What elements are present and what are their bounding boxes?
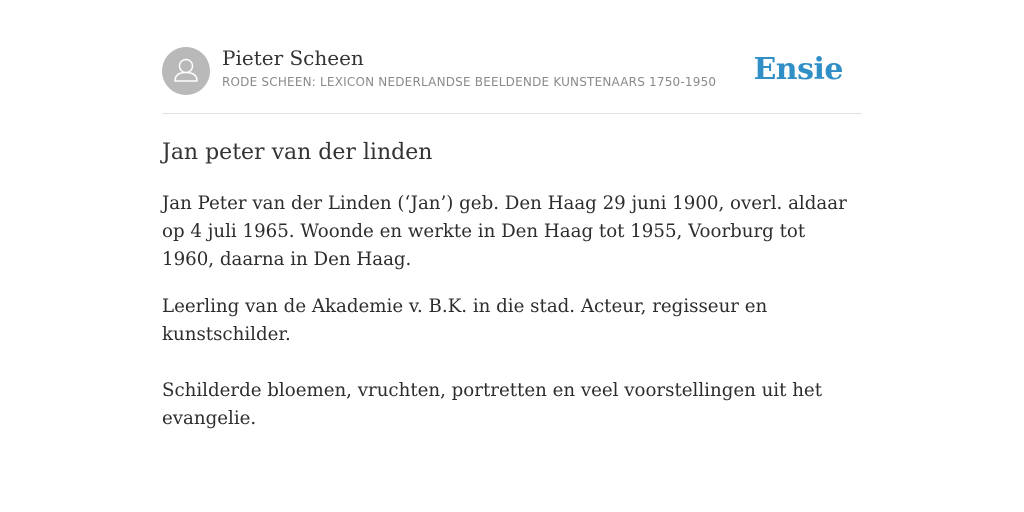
header-divider [162,113,862,114]
paragraph: Jan Peter van der Linden (‘Jan’) geb. Den Haag 29 juni 1900, overl. aldaar op 4 juli 1965. Woonde en werkte in Den Haag tot 1955, Voorburg tot 1960, daarna in Den Haag. [162,193,847,270]
brand-logo[interactable]: Ensie [753,52,843,87]
paragraph: Schilderde bloemen, vruchten, portretten en veel voorstellingen uit het evangelie. [162,380,822,429]
user-avatar-icon [162,47,210,95]
source-title[interactable]: RODE SCHEEN: LEXICON NEDERLANDSE BEELDENDE KUNSTENAARS 1750-1950 [222,75,717,89]
author-avatar[interactable] [162,47,210,95]
article-body [162,190,862,433]
article-header [162,46,862,96]
paragraph: Leerling van de Akademie v. B.K. in die stad. Acteur, regisseur en kunstschilder. [162,296,768,345]
author-name[interactable]: Pieter Scheen [222,46,364,70]
article-title: Jan peter van der linden [162,140,433,165]
